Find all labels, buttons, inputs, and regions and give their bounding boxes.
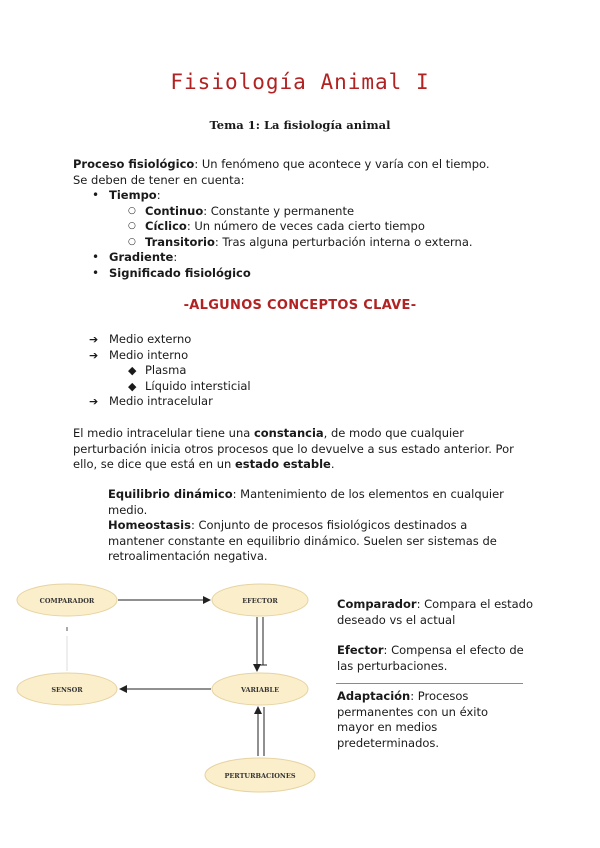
transitorio-text: : Tras alguna perturbación interna o externa.	[214, 234, 473, 249]
constancia-paragraph	[73, 426, 533, 473]
page-title: Fisiología Animal I	[170, 70, 430, 94]
node-comparador-label: COMPARADOR	[39, 597, 95, 605]
paragraph-text-2: , de modo que cualquier perturbación inicia otros procesos que lo devuelve a sus estado anterior. Por ello, se dice que está en un	[73, 426, 514, 471]
ciclico-term: Cíclico	[145, 219, 187, 233]
equilibrio-term: Equilibrio dinámico	[108, 487, 233, 501]
node-sensor-label: SENSOR	[51, 686, 83, 694]
side-comparador-text: : Compara el estado deseado vs el actual	[337, 597, 534, 627]
node-variable-label: VARIABLE	[240, 686, 280, 694]
list-item-liquido-intersticial: ◆ Líquido intersticial	[145, 379, 543, 395]
tiempo-sublist	[109, 204, 543, 251]
continuo-term: Continuo	[145, 203, 204, 218]
side-comparador	[337, 597, 537, 628]
medio-interno-sublist	[109, 363, 543, 394]
intro-line-2: Se deben de tener en cuenta:	[73, 172, 245, 187]
significado-label: Significado fisiológico	[109, 265, 251, 280]
intro-term: Proceso fisiológico	[73, 157, 195, 171]
node-efector	[212, 584, 308, 616]
side-adaptacion-term: Adaptación	[337, 689, 411, 703]
intro-line	[73, 157, 543, 173]
list-item-continuo	[145, 204, 543, 220]
feedback-diagram	[14, 570, 336, 800]
list-item-plasma: ◆ Plasma	[145, 363, 543, 379]
side-adaptacion-text: : Procesos permanentes con un éxito mayor en medios predeterminados.	[337, 689, 488, 750]
gradiente-suffix: :	[173, 250, 178, 264]
ciclico-text: : Un número de veces cada cierto tiempo	[186, 219, 425, 233]
list-item-transitorio	[145, 235, 543, 251]
homeostasis-text: : Conjunto de procesos fisiológicos destinados a mantener constante en equilibrio dinámico. Suelen ser sistemas de retroalimentación negativa.	[108, 518, 497, 563]
tiempo-suffix: :	[156, 188, 161, 202]
paragraph-bold-constancia: constancia	[253, 426, 324, 440]
intro-definition: : Un fenómeno que acontece y varía con el tiempo.	[194, 157, 490, 171]
node-efector-label: EFECTOR	[242, 597, 278, 605]
node-sensor	[17, 673, 117, 705]
homeostasis-term: Homeostasis	[108, 518, 191, 532]
list-item-medio-interno	[109, 348, 543, 395]
list-item-ciclico	[145, 219, 543, 235]
paragraph-text-3: .	[330, 457, 335, 471]
side-efector-text: : Compensa el efecto de las perturbaciones.	[337, 643, 524, 673]
tiempo-label: Tiempo	[109, 188, 157, 202]
def-homeostasis	[108, 518, 518, 565]
equilibrio-text: : Mantenimiento de los elementos en cualquier medio.	[108, 487, 504, 517]
transitorio-term: Transitorio	[145, 234, 215, 249]
definitions-block	[108, 487, 518, 565]
section-title: -ALGUNOS CONCEPTOS CLAVE-	[183, 298, 417, 313]
intro-block	[73, 157, 543, 281]
side-efector-term: Efector	[337, 643, 384, 657]
list-item-significado	[109, 266, 543, 282]
node-perturbaciones-label: PERTURBACIONES	[224, 772, 296, 780]
continuo-text: : Constante y permanente	[203, 203, 355, 218]
paragraph-bold-estado-estable: estado estable	[234, 457, 331, 471]
considerations-list	[73, 188, 543, 281]
list-item-medio-externo: ➔ Medio externo	[109, 332, 543, 348]
side-efector	[337, 643, 537, 674]
side-adaptacion	[337, 689, 527, 751]
list-item-medio-intracelular: ➔ Medio intracelular	[109, 394, 543, 410]
side-comparador-term: Comparador	[337, 597, 417, 611]
paragraph-text-1: El medio intracelular tiene una	[73, 426, 254, 440]
gradiente-label: Gradiente	[109, 250, 174, 264]
def-equilibrio	[108, 487, 518, 518]
medio-interno-label: Medio interno	[109, 347, 189, 362]
media-block	[73, 332, 543, 410]
list-item-tiempo	[109, 188, 543, 250]
divider	[336, 683, 523, 684]
node-perturbaciones	[205, 758, 315, 792]
media-list	[73, 332, 543, 410]
list-item-gradiente	[109, 250, 543, 266]
page-subtitle: Tema 1: La fisiología animal	[209, 118, 391, 132]
node-variable	[212, 673, 308, 705]
node-comparador	[17, 584, 117, 616]
